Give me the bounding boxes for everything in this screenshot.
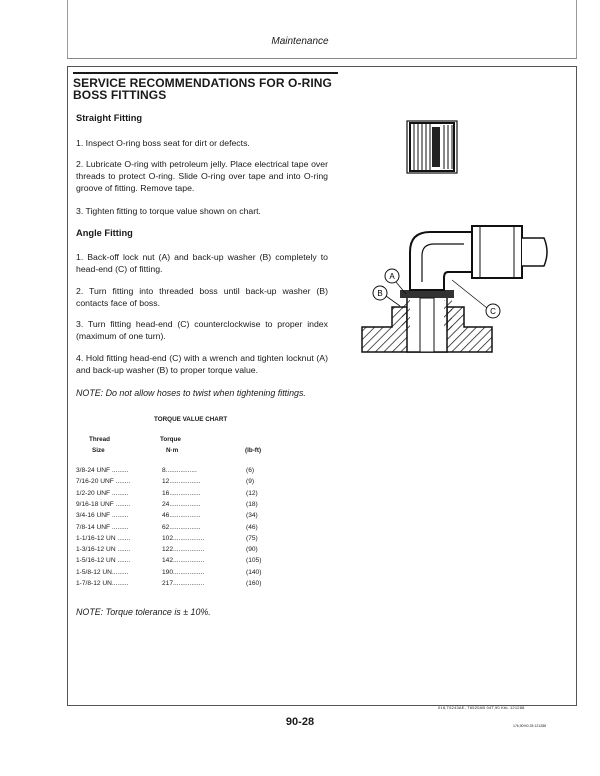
torque-nm-cell: 142................. xyxy=(162,557,205,565)
torque-nm-cell: 217................. xyxy=(162,580,205,587)
torque-lbft-cell: (6) xyxy=(246,467,255,474)
table-row xyxy=(76,580,276,591)
section-title-line-2: BOSS FITTINGS xyxy=(73,88,167,102)
table-row xyxy=(76,467,276,478)
torque-lbft-cell: (18) xyxy=(246,500,258,508)
torque-nm-cell: 16................. xyxy=(162,489,201,497)
angle-fitting-illustration xyxy=(352,222,552,372)
thread-size-cell: 9/16-18 UNF ........ xyxy=(76,500,131,508)
straight-step-3: 3. Tighten fitting to torque value shown on chart. xyxy=(76,206,261,216)
torque-nm-cell: 102................. xyxy=(162,534,205,542)
torque-nm-cell: 46................. xyxy=(162,512,201,520)
torque-lbft-cell: (12) xyxy=(246,489,258,497)
thread-size-cell: 1-7/8-12 UN......... xyxy=(76,580,129,587)
angle-fitting-heading: Angle Fitting xyxy=(76,228,133,238)
table-row xyxy=(76,512,276,523)
torque-tolerance-note: NOTE: Torque tolerance is ± 10%. xyxy=(76,607,211,617)
torque-nm-cell: 24................. xyxy=(162,500,201,508)
torque-lbft-cell: (9) xyxy=(246,478,255,486)
table-row xyxy=(76,478,276,489)
angle-step-4: 4. Hold fitting head-end (C) with a wrench and tighten locknut (A) and back-up washer (B) to proper torque value. xyxy=(76,353,328,376)
table-row xyxy=(76,490,276,501)
header-divider xyxy=(67,58,577,59)
callout-c: C xyxy=(490,307,496,316)
thread-size-cell: 3/4-16 UNF ......... xyxy=(76,512,129,520)
section-title xyxy=(73,77,343,101)
table-row xyxy=(76,524,276,535)
torque-lbft-cell: (140) xyxy=(246,568,262,576)
callout-b: B xyxy=(377,289,383,298)
angle-step-3: 3. Turn fitting head-end (C) counterclockwise to proper index (maximum of one turn). xyxy=(76,319,328,342)
torque-chart-title: TORQUE VALUE CHART xyxy=(154,416,228,423)
straight-fitting-heading: Straight Fitting xyxy=(76,113,143,123)
torque-nm-cell: 190................. xyxy=(162,568,205,576)
thread-size-cell: 7/16-20 UNF ........ xyxy=(76,478,131,486)
col-torque-label: Torque xyxy=(160,436,181,443)
footer-code: 018,T6243AE, T6520AB 04T,90 KbL 121288 xyxy=(438,705,525,710)
torque-lbft-cell: (160) xyxy=(246,580,262,587)
angle-step-1: 1. Back-off lock nut (A) and back-up washer (B) completely to head-end (C) of fitting. xyxy=(76,252,328,275)
header-left-rule xyxy=(67,0,68,58)
table-row xyxy=(76,557,276,568)
torque-lbft-cell: (46) xyxy=(246,523,258,531)
callout-a: A xyxy=(389,272,395,281)
col-nm-label: N·m xyxy=(166,447,179,454)
straight-fitting-illustration xyxy=(352,117,472,187)
twist-note: NOTE: Do not allow hoses to twist when tightening fittings. xyxy=(76,388,306,398)
col-size-label: Size xyxy=(92,447,105,454)
section-title-line-1: SERVICE RECOMMENDATIONS FOR O-RING xyxy=(73,76,332,90)
table-row xyxy=(76,569,276,580)
header-right-rule xyxy=(576,0,577,58)
straight-step-2: 2. Lubricate O-ring with petroleum jelly. Place electrical tape over threads to protect O-ring. Slide O-ring over tape and into O-ring groove of fitting. Remove tape. xyxy=(76,159,328,194)
table-row xyxy=(76,535,276,546)
thread-size-cell: 1-3/16-12 UN ....... xyxy=(76,546,131,554)
col-thread-label: Thread xyxy=(89,436,110,443)
torque-nm-cell: 122................. xyxy=(162,546,205,554)
title-rule xyxy=(73,72,338,74)
torque-nm-cell: 12................. xyxy=(162,478,201,486)
angle-step-2: 2. Turn fitting into threaded boss until back-up washer (B) contacts face of boss. xyxy=(76,286,328,309)
straight-step-1: 1. Inspect O-ring boss seat for dirt or defects. xyxy=(76,138,250,148)
torque-lbft-cell: (105) xyxy=(246,557,262,565)
torque-nm-cell: 62................. xyxy=(162,523,201,531)
torque-nm-cell: 8................. xyxy=(162,467,197,474)
page-number: 90-28 xyxy=(285,716,315,728)
col-lbft-label: (lb-ft) xyxy=(245,447,262,454)
torque-lbft-cell: (75) xyxy=(246,534,258,542)
thread-size-cell: 1-1/16-12 UN ....... xyxy=(76,534,131,542)
thread-size-cell: 1/2-20 UNF ......... xyxy=(76,489,129,497)
table-row xyxy=(76,546,276,557)
torque-lbft-cell: (90) xyxy=(246,546,258,554)
thread-size-cell: 3/8-24 UNF ......... xyxy=(76,467,129,474)
table-row xyxy=(76,501,276,512)
footer-code-secondary: 17k,90%0 28 121288 xyxy=(513,724,547,728)
torque-lbft-cell: (34) xyxy=(246,512,258,520)
thread-size-cell: 1-5/16-12 UN ....... xyxy=(76,557,131,565)
running-title: Maintenance xyxy=(271,36,329,47)
thread-size-cell: 7/8-14 UNF ......... xyxy=(76,523,129,531)
thread-size-cell: 1-5/8-12 UN......... xyxy=(76,568,129,576)
